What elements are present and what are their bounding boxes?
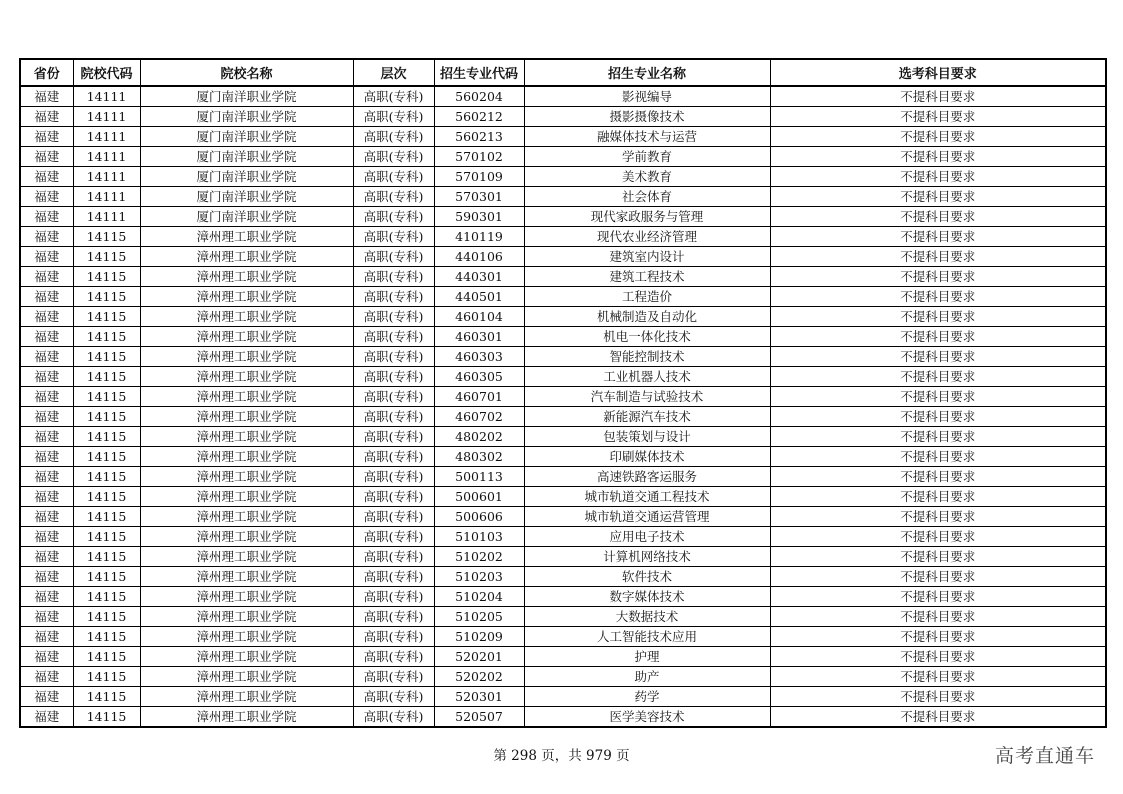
cell-level: 高职(专科) [353,507,434,527]
cell-province: 福建 [20,627,73,647]
table-row [20,307,1106,327]
cell-province: 福建 [20,587,73,607]
cell-province: 福建 [20,227,73,247]
cell-province: 福建 [20,447,73,467]
cell-subject-req: 不提科目要求 [770,447,1106,467]
cell-major-code: 510103 [434,527,524,547]
cell-school-code: 14115 [73,687,140,707]
cell-school-name: 漳州理工职业学院 [140,587,353,607]
cell-school-code: 14111 [73,167,140,187]
table-row [20,627,1106,647]
cell-major-name: 助产 [524,667,770,687]
cell-school-name: 漳州理工职业学院 [140,547,353,567]
cell-major-name: 社会体育 [524,187,770,207]
cell-province: 福建 [20,367,73,387]
cell-major-name: 高速铁路客运服务 [524,467,770,487]
cell-level: 高职(专科) [353,86,434,107]
cell-level: 高职(专科) [353,447,434,467]
cell-province: 福建 [20,647,73,667]
cell-province: 福建 [20,207,73,227]
cell-level: 高职(专科) [353,587,434,607]
cell-province: 福建 [20,467,73,487]
table-row [20,567,1106,587]
cell-major-code: 520202 [434,667,524,687]
table-row [20,647,1106,667]
cell-school-code: 14115 [73,587,140,607]
cell-school-name: 漳州理工职业学院 [140,607,353,627]
cell-school-name: 漳州理工职业学院 [140,567,353,587]
table-row [20,147,1106,167]
cell-major-code: 570109 [434,167,524,187]
cell-major-code: 510202 [434,547,524,567]
cell-province: 福建 [20,507,73,527]
cell-subject-req: 不提科目要求 [770,627,1106,647]
cell-major-name: 包装策划与设计 [524,427,770,447]
cell-school-name: 漳州理工职业学院 [140,367,353,387]
cell-school-name: 厦门南洋职业学院 [140,86,353,107]
cell-major-code: 500606 [434,507,524,527]
cell-subject-req: 不提科目要求 [770,187,1106,207]
cell-province: 福建 [20,427,73,447]
cell-province: 福建 [20,167,73,187]
cell-major-code: 560213 [434,127,524,147]
cell-major-code: 500601 [434,487,524,507]
cell-major-name: 学前教育 [524,147,770,167]
cell-subject-req: 不提科目要求 [770,587,1106,607]
cell-province: 福建 [20,127,73,147]
cell-major-name: 数字媒体技术 [524,587,770,607]
cell-school-name: 漳州理工职业学院 [140,307,353,327]
watermark-logo-text: 高考直通车 [994,745,1095,767]
header-level: 层次 [353,59,434,86]
cell-school-code: 14115 [73,407,140,427]
cell-subject-req: 不提科目要求 [770,227,1106,247]
cell-subject-req: 不提科目要求 [770,267,1106,287]
cell-subject-req: 不提科目要求 [770,347,1106,367]
cell-level: 高职(专科) [353,647,434,667]
cell-major-code: 570102 [434,147,524,167]
cell-major-name: 大数据技术 [524,607,770,627]
cell-major-name: 软件技术 [524,567,770,587]
cell-school-name: 漳州理工职业学院 [140,447,353,467]
cell-major-name: 城市轨道交通运营管理 [524,507,770,527]
cell-level: 高职(专科) [353,167,434,187]
cell-province: 福建 [20,667,73,687]
cell-school-name: 漳州理工职业学院 [140,527,353,547]
cell-school-code: 14115 [73,427,140,447]
cell-school-name: 漳州理工职业学院 [140,467,353,487]
cell-level: 高职(专科) [353,487,434,507]
cell-major-name: 现代家政服务与管理 [524,207,770,227]
cell-school-name: 漳州理工职业学院 [140,407,353,427]
cell-subject-req: 不提科目要求 [770,107,1106,127]
cell-major-name: 影视编导 [524,86,770,107]
cell-school-code: 14115 [73,667,140,687]
cell-school-code: 14115 [73,227,140,247]
table-row [20,327,1106,347]
cell-school-code: 14115 [73,327,140,347]
cell-level: 高职(专科) [353,547,434,567]
table-row [20,367,1106,387]
cell-major-name: 摄影摄像技术 [524,107,770,127]
table-row [20,467,1106,487]
table-row [20,707,1106,728]
cell-major-code: 480202 [434,427,524,447]
table-row [20,187,1106,207]
cell-major-code: 590301 [434,207,524,227]
cell-school-name: 厦门南洋职业学院 [140,107,353,127]
cell-subject-req: 不提科目要求 [770,667,1106,687]
cell-major-code: 520201 [434,647,524,667]
table-row [20,127,1106,147]
cell-school-code: 14115 [73,547,140,567]
cell-school-code: 14115 [73,307,140,327]
cell-province: 福建 [20,487,73,507]
cell-subject-req: 不提科目要求 [770,407,1106,427]
cell-school-name: 漳州理工职业学院 [140,687,353,707]
cell-level: 高职(专科) [353,327,434,347]
cell-level: 高职(专科) [353,287,434,307]
table-row [20,86,1106,107]
cell-subject-req: 不提科目要求 [770,647,1106,667]
cell-major-code: 510203 [434,567,524,587]
cell-major-name: 新能源汽车技术 [524,407,770,427]
header-major-name: 招生专业名称 [524,59,770,86]
cell-level: 高职(专科) [353,187,434,207]
cell-school-code: 14115 [73,627,140,647]
cell-major-name: 医学美容技术 [524,707,770,728]
header-subject-req: 选考科目要求 [770,59,1106,86]
table-row [20,267,1106,287]
cell-subject-req: 不提科目要求 [770,86,1106,107]
cell-major-name: 印刷媒体技术 [524,447,770,467]
cell-level: 高职(专科) [353,687,434,707]
cell-school-name: 漳州理工职业学院 [140,227,353,247]
cell-subject-req: 不提科目要求 [770,327,1106,347]
cell-level: 高职(专科) [353,427,434,447]
cell-major-code: 570301 [434,187,524,207]
table-row [20,507,1106,527]
cell-major-code: 500113 [434,467,524,487]
cell-level: 高职(专科) [353,347,434,367]
table-row [20,607,1106,627]
cell-school-name: 漳州理工职业学院 [140,387,353,407]
cell-province: 福建 [20,187,73,207]
cell-level: 高职(专科) [353,367,434,387]
cell-major-code: 440501 [434,287,524,307]
cell-province: 福建 [20,527,73,547]
cell-major-code: 520301 [434,687,524,707]
cell-subject-req: 不提科目要求 [770,287,1106,307]
cell-major-name: 美术教育 [524,167,770,187]
cell-school-name: 厦门南洋职业学院 [140,127,353,147]
cell-major-name: 药学 [524,687,770,707]
cell-school-code: 14115 [73,467,140,487]
table-row [20,527,1106,547]
cell-school-code: 14115 [73,527,140,547]
cell-major-name: 人工智能技术应用 [524,627,770,647]
cell-school-name: 厦门南洋职业学院 [140,147,353,167]
cell-school-code: 14115 [73,447,140,467]
cell-province: 福建 [20,687,73,707]
cell-school-code: 14115 [73,267,140,287]
cell-province: 福建 [20,327,73,347]
cell-subject-req: 不提科目要求 [770,127,1106,147]
header-major-code: 招生专业代码 [434,59,524,86]
cell-major-code: 410119 [434,227,524,247]
header-school-code: 院校代码 [73,59,140,86]
cell-province: 福建 [20,347,73,367]
cell-major-name: 工程造价 [524,287,770,307]
cell-subject-req: 不提科目要求 [770,607,1106,627]
cell-level: 高职(专科) [353,407,434,427]
cell-major-code: 440301 [434,267,524,287]
cell-province: 福建 [20,707,73,728]
cell-subject-req: 不提科目要求 [770,307,1106,327]
table-row [20,387,1106,407]
cell-subject-req: 不提科目要求 [770,687,1106,707]
cell-major-name: 建筑工程技术 [524,267,770,287]
table-header-row [20,59,1106,86]
cell-subject-req: 不提科目要求 [770,247,1106,267]
cell-major-code: 560204 [434,86,524,107]
cell-major-name: 建筑室内设计 [524,247,770,267]
cell-school-code: 14115 [73,647,140,667]
table-row [20,587,1106,607]
cell-school-code: 14115 [73,247,140,267]
cell-school-name: 漳州理工职业学院 [140,667,353,687]
cell-school-name: 漳州理工职业学院 [140,347,353,367]
cell-school-code: 14111 [73,107,140,127]
cell-level: 高职(专科) [353,227,434,247]
cell-province: 福建 [20,407,73,427]
cell-major-code: 460702 [434,407,524,427]
cell-province: 福建 [20,307,73,327]
cell-major-code: 520507 [434,707,524,728]
table-row [20,547,1106,567]
cell-school-code: 14115 [73,487,140,507]
cell-major-code: 560212 [434,107,524,127]
table-row [20,407,1106,427]
cell-major-name: 机电一体化技术 [524,327,770,347]
cell-subject-req: 不提科目要求 [770,567,1106,587]
cell-level: 高职(专科) [353,627,434,647]
cell-level: 高职(专科) [353,607,434,627]
cell-province: 福建 [20,247,73,267]
cell-subject-req: 不提科目要求 [770,487,1106,507]
cell-level: 高职(专科) [353,387,434,407]
cell-school-name: 漳州理工职业学院 [140,247,353,267]
admissions-table [19,58,1107,728]
cell-subject-req: 不提科目要求 [770,507,1106,527]
cell-major-code: 460303 [434,347,524,367]
cell-school-code: 14111 [73,207,140,227]
cell-level: 高职(专科) [353,247,434,267]
cell-level: 高职(专科) [353,207,434,227]
cell-level: 高职(专科) [353,467,434,487]
cell-school-name: 厦门南洋职业学院 [140,167,353,187]
header-province: 省份 [20,59,73,86]
cell-school-code: 14115 [73,287,140,307]
cell-school-name: 漳州理工职业学院 [140,267,353,287]
header-school-name: 院校名称 [140,59,353,86]
table-row [20,447,1106,467]
cell-school-code: 14115 [73,567,140,587]
cell-major-name: 机械制造及自动化 [524,307,770,327]
cell-school-code: 14111 [73,147,140,167]
table-row [20,347,1106,367]
cell-level: 高职(专科) [353,107,434,127]
cell-major-name: 护理 [524,647,770,667]
cell-subject-req: 不提科目要求 [770,547,1106,567]
cell-major-code: 460104 [434,307,524,327]
cell-school-name: 厦门南洋职业学院 [140,207,353,227]
cell-province: 福建 [20,86,73,107]
cell-subject-req: 不提科目要求 [770,527,1106,547]
cell-school-code: 14111 [73,187,140,207]
cell-level: 高职(专科) [353,527,434,547]
table-row [20,287,1106,307]
cell-province: 福建 [20,287,73,307]
cell-major-code: 510204 [434,587,524,607]
table-row [20,667,1106,687]
cell-major-code: 510209 [434,627,524,647]
cell-school-name: 漳州理工职业学院 [140,507,353,527]
table-row [20,227,1106,247]
table-row [20,427,1106,447]
cell-school-code: 14115 [73,607,140,627]
cell-major-code: 460301 [434,327,524,347]
cell-school-code: 14115 [73,347,140,367]
cell-major-name: 计算机网络技术 [524,547,770,567]
cell-school-name: 漳州理工职业学院 [140,647,353,667]
cell-subject-req: 不提科目要求 [770,387,1106,407]
cell-level: 高职(专科) [353,127,434,147]
cell-level: 高职(专科) [353,667,434,687]
cell-major-name: 智能控制技术 [524,347,770,367]
cell-school-code: 14115 [73,507,140,527]
cell-school-code: 14111 [73,86,140,107]
cell-major-code: 440106 [434,247,524,267]
cell-school-code: 14115 [73,367,140,387]
table-row [20,167,1106,187]
cell-school-name: 厦门南洋职业学院 [140,187,353,207]
cell-major-name: 城市轨道交通工程技术 [524,487,770,507]
cell-province: 福建 [20,267,73,287]
cell-level: 高职(专科) [353,147,434,167]
cell-major-code: 480302 [434,447,524,467]
cell-level: 高职(专科) [353,307,434,327]
cell-school-name: 漳州理工职业学院 [140,487,353,507]
cell-major-name: 融媒体技术与运营 [524,127,770,147]
table-row [20,687,1106,707]
cell-subject-req: 不提科目要求 [770,467,1106,487]
cell-province: 福建 [20,387,73,407]
cell-subject-req: 不提科目要求 [770,367,1106,387]
cell-school-code: 14111 [73,127,140,147]
cell-school-name: 漳州理工职业学院 [140,627,353,647]
cell-subject-req: 不提科目要求 [770,427,1106,447]
cell-province: 福建 [20,547,73,567]
cell-subject-req: 不提科目要求 [770,707,1106,728]
cell-level: 高职(专科) [353,267,434,287]
cell-province: 福建 [20,567,73,587]
cell-major-name: 应用电子技术 [524,527,770,547]
cell-school-name: 漳州理工职业学院 [140,287,353,307]
cell-school-name: 漳州理工职业学院 [140,427,353,447]
cell-province: 福建 [20,147,73,167]
cell-province: 福建 [20,607,73,627]
cell-province: 福建 [20,107,73,127]
cell-school-code: 14115 [73,707,140,728]
table-row [20,487,1106,507]
cell-subject-req: 不提科目要求 [770,207,1106,227]
cell-major-code: 510205 [434,607,524,627]
cell-major-name: 汽车制造与试验技术 [524,387,770,407]
cell-major-code: 460305 [434,367,524,387]
cell-level: 高职(专科) [353,707,434,728]
page-number: 第 298 页，共 979 页 [493,748,630,764]
cell-subject-req: 不提科目要求 [770,167,1106,187]
cell-school-code: 14115 [73,387,140,407]
table-row [20,247,1106,267]
cell-school-name: 漳州理工职业学院 [140,327,353,347]
cell-subject-req: 不提科目要求 [770,147,1106,167]
table-row [20,207,1106,227]
cell-major-code: 460701 [434,387,524,407]
table-row [20,107,1106,127]
cell-school-name: 漳州理工职业学院 [140,707,353,728]
cell-major-name: 工业机器人技术 [524,367,770,387]
table-body [20,86,1106,727]
cell-major-name: 现代农业经济管理 [524,227,770,247]
cell-level: 高职(专科) [353,567,434,587]
